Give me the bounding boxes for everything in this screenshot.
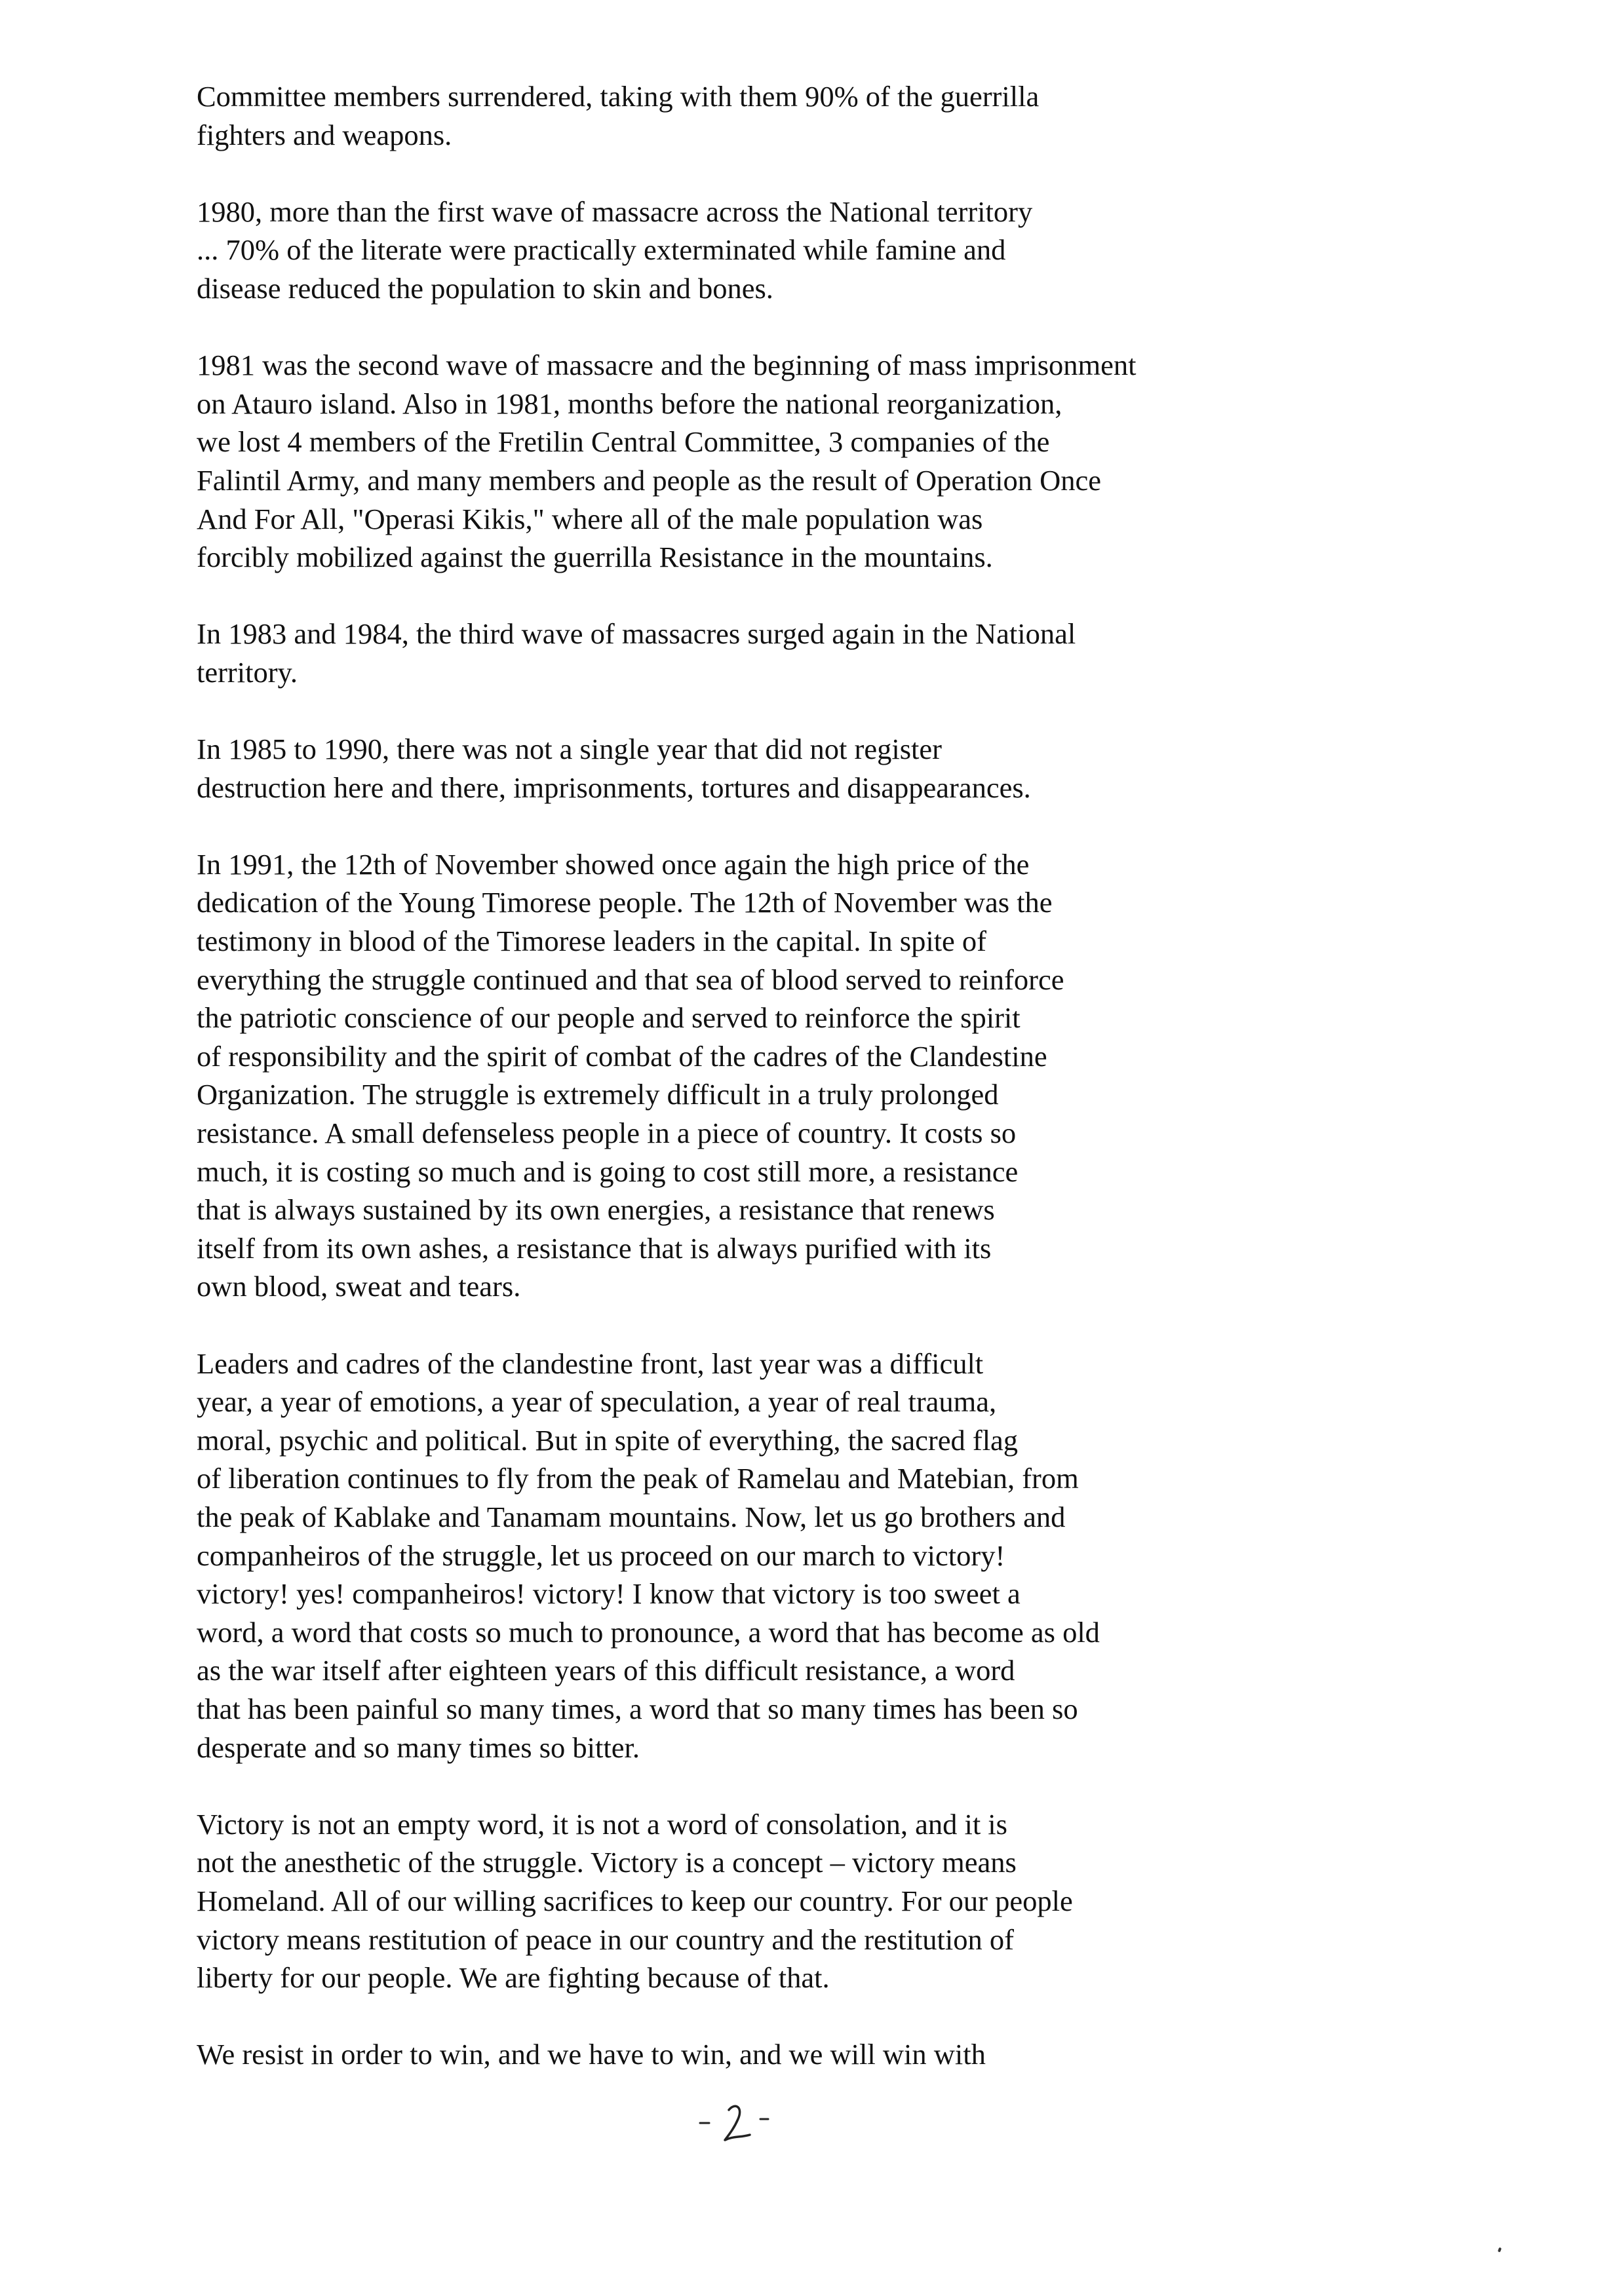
text-line: desperate and so many times so bitter.: [197, 1731, 640, 1764]
text-line: that is always sustained by its own energies, a resistance that renews: [197, 1193, 995, 1227]
text-line: much, it is costing so much and is going to cost still more, a resistance: [197, 1155, 1019, 1188]
text-line: victory means restitution of peace in our country and the restitution of: [197, 1923, 1014, 1956]
text-line: as the war itself after eighteen years of this difficult resistance, a word: [197, 1654, 1015, 1687]
paragraph: [197, 346, 1350, 577]
page-number-handwritten: [695, 2097, 787, 2149]
text-line: Homeland. All of our willing sacrifices to keep our country. For our people: [197, 1884, 1073, 1917]
text-line: everything the struggle continued and that sea of blood served to reinforce: [197, 963, 1064, 996]
document-body: [197, 77, 1350, 2112]
scan-speck: [1498, 2248, 1502, 2253]
text-line: of liberation continues to fly from the peak of Ramelau and Matebian, from: [197, 1462, 1079, 1495]
paragraph: [197, 1805, 1350, 1997]
paragraph: [197, 845, 1350, 1306]
paragraph: [197, 2035, 1350, 2074]
text-line: resistance. A small defenseless people in a piece of country. It costs so: [197, 1117, 1017, 1150]
paragraph: [197, 77, 1350, 154]
text-line: year, a year of emotions, a year of speculation, a year of real trauma,: [197, 1385, 997, 1419]
paragraph: [197, 193, 1350, 308]
text-line: And For All, "Operasi Kikis," where all of the male population was: [197, 502, 983, 535]
text-line: fighters and weapons.: [197, 118, 452, 151]
text-line: Victory is not an empty word, it is not a word of consolation, and it is: [197, 1807, 1007, 1841]
text-line: liberty for our people. We are fighting because of that.: [197, 1961, 830, 1995]
text-line: own blood, sweat and tears.: [197, 1270, 521, 1303]
text-line: ... 70% of the literate were practically exterminated while famine and: [197, 233, 1006, 267]
text-line: that has been painful so many times, a word that so many times has been so: [197, 1692, 1078, 1725]
text-line: word, a word that costs so much to pronounce, a word that has become as old: [197, 1615, 1100, 1649]
text-line: territory.: [197, 655, 298, 689]
text-line: dedication of the Young Timorese people. The 12th of November was the: [197, 886, 1053, 919]
paragraph: [197, 615, 1350, 691]
text-line: forcibly mobilized against the guerrilla Resistance in the mountains.: [197, 541, 993, 574]
text-line: itself from its own ashes, a resistance that is always purified with its: [197, 1231, 992, 1265]
text-line: Committee members surrendered, taking with them 90% of the guerrilla: [197, 80, 1040, 113]
text-line: 1981 was the second wave of massacre and the beginning of mass imprisonment: [197, 349, 1137, 382]
text-line: testimony in blood of the Timorese leaders in the capital. In spite of: [197, 925, 986, 958]
text-line: we lost 4 members of the Fretilin Central Committee, 3 companies of the: [197, 425, 1050, 459]
text-line: moral, psychic and political. But in spite of everything, the sacred flag: [197, 1423, 1019, 1457]
text-line: In 1985 to 1990, there was not a single year that did not register: [197, 733, 942, 766]
text-line: In 1983 and 1984, the third wave of massacres surged again in the National: [197, 617, 1076, 651]
text-line: 1980, more than the first wave of massacre across the National territory: [197, 195, 1033, 228]
text-line: of responsibility and the spirit of combat of the cadres of the Clandestine: [197, 1039, 1047, 1073]
text-line: on Atauro island. Also in 1981, months before the national reorganization,: [197, 387, 1062, 420]
text-line: Organization. The struggle is extremely difficult in a truly prolonged: [197, 1078, 999, 1111]
text-line: destruction here and there, imprisonments, tortures and disappearances.: [197, 771, 1031, 804]
text-line: the peak of Kablake and Tanamam mountains. Now, let us go brothers and: [197, 1500, 1066, 1533]
text-line: companheiros of the struggle, let us proceed on our march to victory!: [197, 1539, 1005, 1572]
text-line: Falintil Army, and many members and people as the result of Operation Once: [197, 463, 1101, 497]
text-line: victory! yes! companheiros! victory! I know that victory is too sweet a: [197, 1577, 1021, 1611]
text-line: Leaders and cadres of the clandestine front, last year was a difficult: [197, 1347, 984, 1380]
text-line: disease reduced the population to skin and bones.: [197, 271, 773, 305]
text-line: In 1991, the 12th of November showed once again the high price of the: [197, 847, 1030, 881]
text-line: We resist in order to win, and we have to win, and we will win with: [197, 2038, 986, 2071]
text-line: not the anesthetic of the struggle. Victory is a concept – victory means: [197, 1846, 1017, 1879]
paragraph: [197, 730, 1350, 807]
paragraph: [197, 1345, 1350, 1767]
text-line: the patriotic conscience of our people and served to reinforce the spirit: [197, 1001, 1021, 1035]
